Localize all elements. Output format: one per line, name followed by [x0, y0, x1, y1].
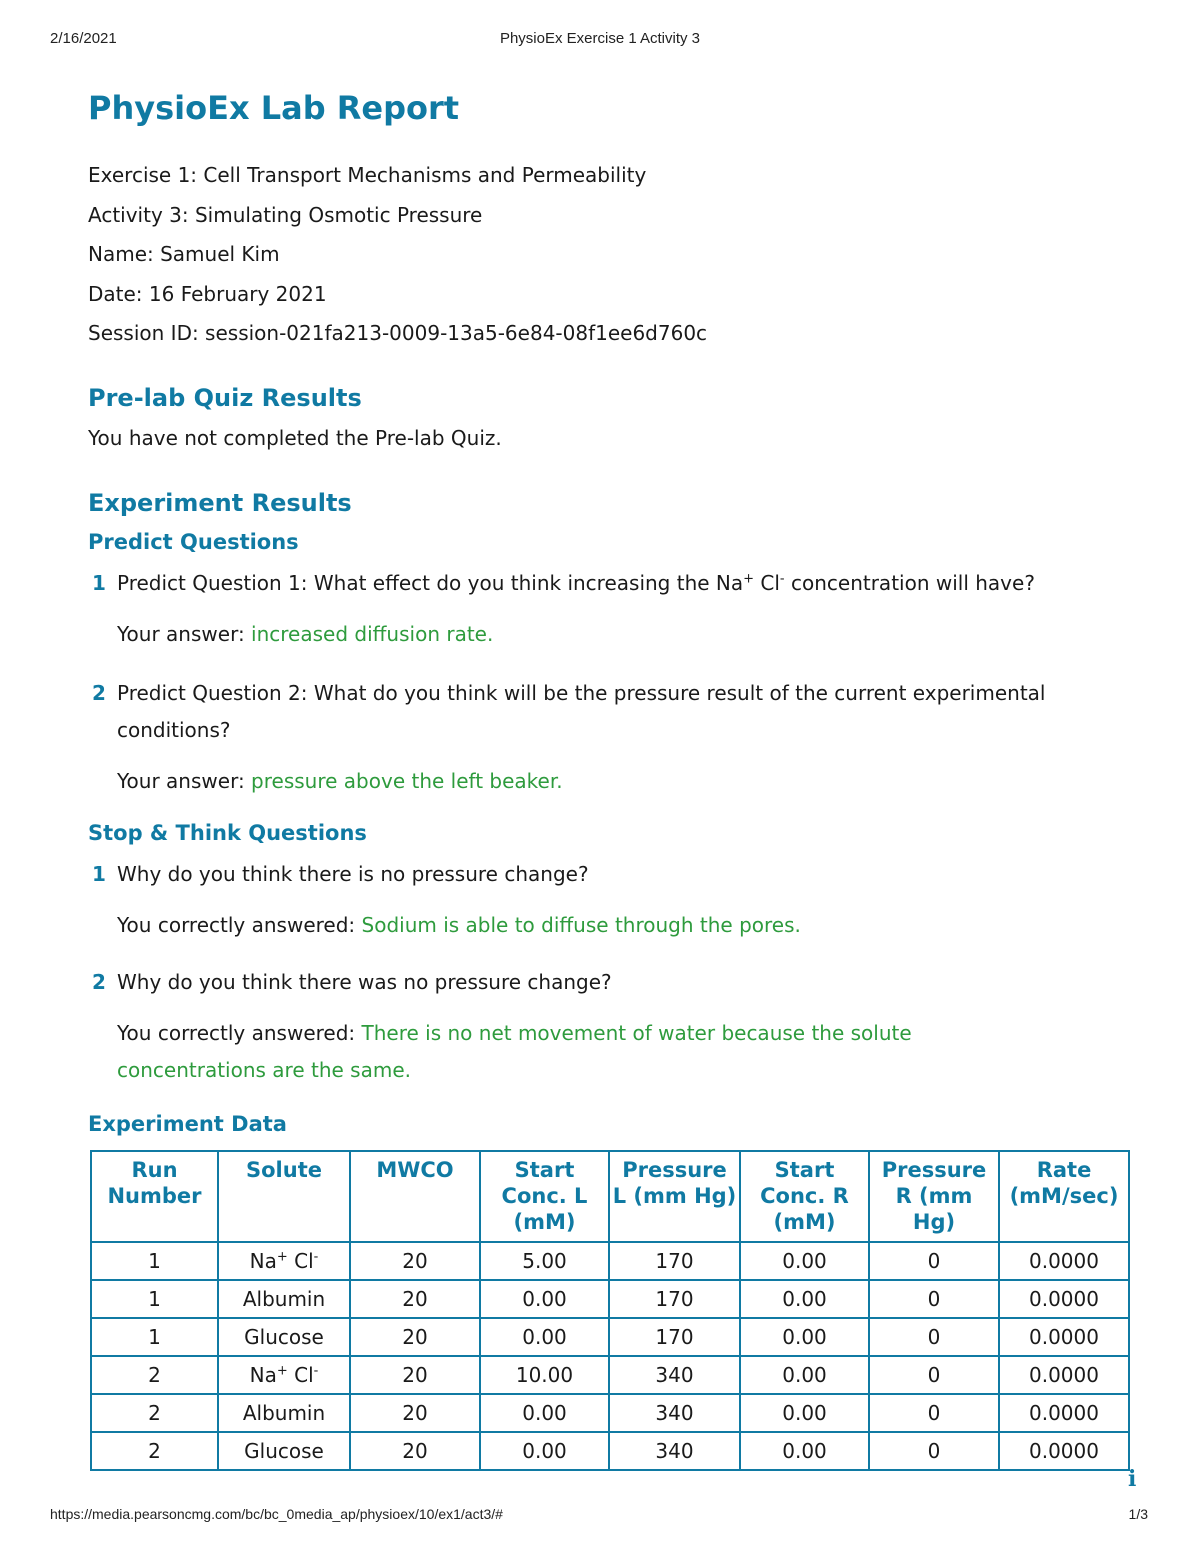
stop-think-answer-2: You correctly answered: There is no net movement of water because the solute concentrations are the same. — [117, 1020, 912, 1082]
prelab-heading: Pre-lab Quiz Results — [88, 383, 362, 412]
table-row: 1 Albumin 20 0.00 170 0.00 0 0.0000 — [91, 1280, 1129, 1318]
name-line: Name: Samuel Kim — [88, 242, 280, 266]
predict-answer-1: Your answer: increased diffusion rate. — [117, 621, 494, 646]
session-line: Session ID: session-021fa213-0009-13a5-6e84-08f1ee6d760c — [88, 321, 708, 345]
question-number: 2 — [92, 680, 106, 705]
predict-answer-2: Your answer: pressure above the left beaker. — [117, 768, 563, 793]
table-row: 1 Glucose 20 0.00 170 0.00 0 0.0000 — [91, 1318, 1129, 1356]
date-line: Date: 16 February 2021 — [88, 281, 327, 306]
experiment-heading: Experiment Results — [88, 488, 352, 517]
column-header: Start Conc. L (mM) — [480, 1151, 609, 1242]
column-header: Pressure L (mm Hg) — [609, 1151, 740, 1242]
stop-think-heading: Stop & Think Questions — [88, 820, 367, 845]
print-title: PhysioEx Exercise 1 Activity 3 — [499, 30, 701, 47]
print-header — [0, 30, 1200, 52]
prelab-text: You have not completed the Pre-lab Quiz. — [88, 425, 502, 450]
stop-think-answer-1: You correctly answered: Sodium is able to diffuse through the pores. — [117, 912, 801, 937]
page-number: 1/3 — [1128, 1506, 1148, 1522]
experiment-data-heading: Experiment Data — [88, 1111, 287, 1136]
activity-line: Activity 3: Simulating Osmotic Pressure — [88, 202, 483, 227]
predict-question-2: 2 Predict Question 2: What do you think will be the pressure result of the current experimental conditions? — [88, 675, 1138, 749]
column-header: Solute — [218, 1151, 350, 1242]
report-title: PhysioEx Lab Report — [88, 89, 460, 127]
table-row: 2 Albumin 20 0.00 340 0.00 0 0.0000 — [91, 1394, 1129, 1432]
exercise-line: Exercise 1: Cell Transport Mechanisms and Permeability — [88, 163, 647, 187]
column-header: Rate (mM/sec) — [999, 1151, 1129, 1242]
column-header: Run Number — [91, 1151, 218, 1242]
stop-think-question-1: 1 Why do you think there is no pressure change? — [88, 856, 1138, 893]
predict-question-1: 1 Predict Question 1: What effect do you think increasing the Na+ Cl- concentration will have? — [88, 565, 1138, 602]
table-row: 1 Na+ Cl- 20 5.00 170 0.00 0 0.0000 — [91, 1242, 1129, 1280]
table-row: 2 Glucose 20 0.00 340 0.00 0 0.0000 — [91, 1432, 1129, 1470]
table-header-row — [91, 1151, 1129, 1242]
question-number: 2 — [92, 969, 106, 994]
table-row: 2 Na+ Cl- 20 10.00 340 0.00 0 0.0000 — [91, 1356, 1129, 1394]
info-icon[interactable]: i — [1128, 1466, 1137, 1492]
column-header: Pressure R (mm Hg) — [869, 1151, 999, 1242]
column-header: Start Conc. R (mM) — [740, 1151, 869, 1242]
predict-heading: Predict Questions — [88, 529, 299, 554]
stop-think-question-2: 2 Why do you think there was no pressure change? — [88, 964, 1138, 1001]
print-url: https://media.pearsoncmg.com/bc/bc_0media_ap/physioex/10/ex1/act3/# — [50, 1506, 503, 1522]
lab-report — [88, 82, 1138, 1471]
print-date: 2/16/2021 — [50, 30, 117, 47]
question-number: 1 — [92, 570, 106, 595]
print-footer — [0, 1506, 1200, 1528]
column-header: MWCO — [350, 1151, 480, 1242]
question-number: 1 — [92, 861, 106, 886]
experiment-data-table — [90, 1150, 1130, 1471]
